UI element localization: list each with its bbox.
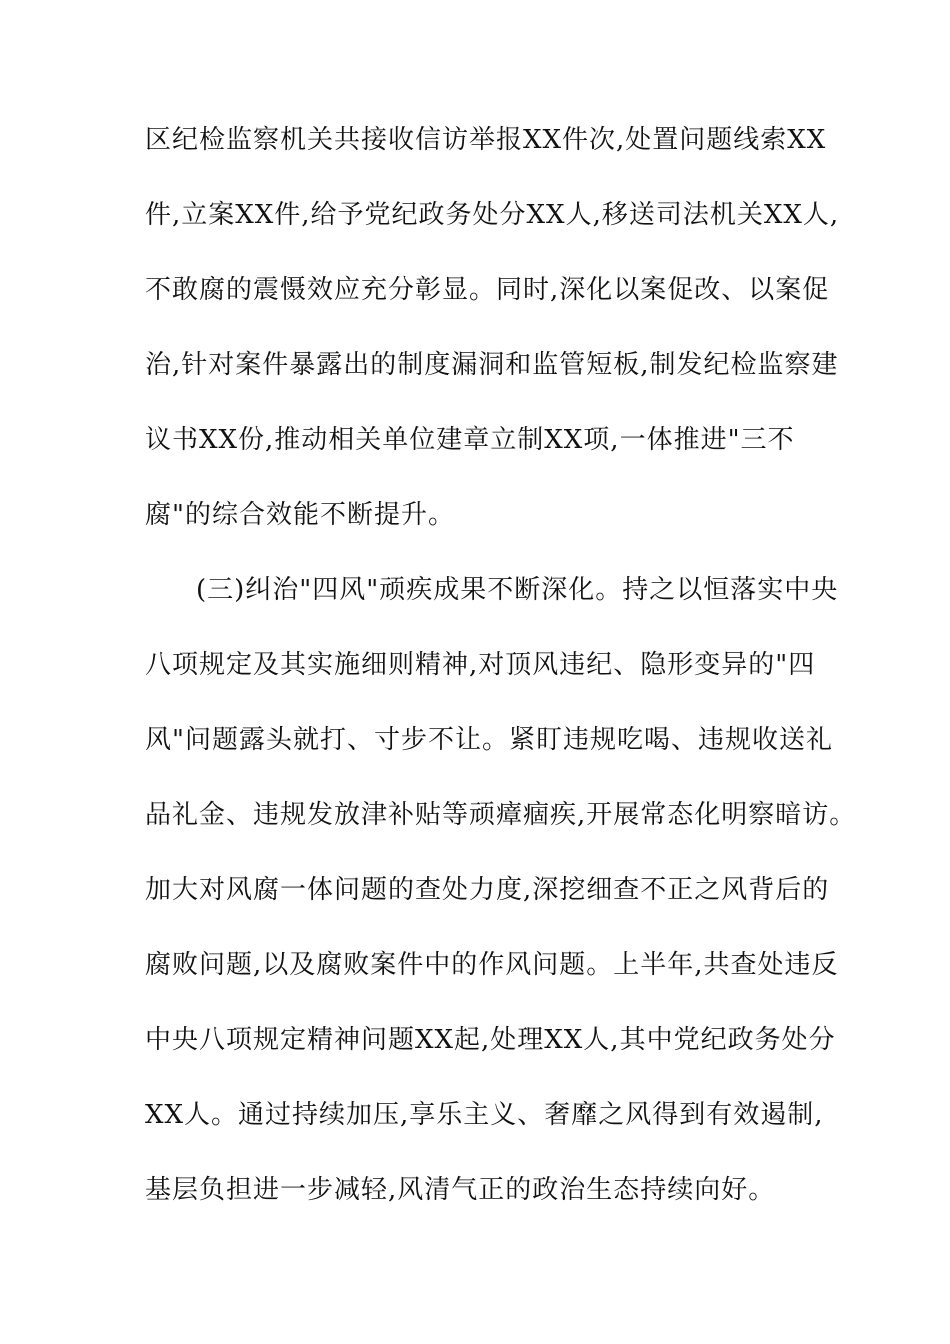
text-line: XX人。通过持续加压,享乐主义、奢靡之风得到有效遏制, xyxy=(145,1100,824,1130)
text-line: 议书XX份,推动相关单位建章立制XX项,一体推进"三不 xyxy=(145,425,795,455)
text-line: 品礼金、违规发放津补贴等顽瘴痼疾,开展常态化明察暗访。 xyxy=(145,800,857,830)
text-line: 加大对风腐一体问题的查处力度,深挖细查不正之风背后的 xyxy=(145,875,830,905)
text-line: 腐"的综合效能不断提升。 xyxy=(145,500,455,530)
text-line: 区纪检监察机关共接收信访举报XX件次,处置问题线索XX xyxy=(145,125,827,155)
text-line: 治,针对案件暴露出的制度漏洞和监管短板,制发纪检监察建 xyxy=(145,350,839,380)
text-line: 件,立案XX件,给予党纪政务处分XX人,移送司法机关XX人, xyxy=(145,200,840,230)
text-line: 不敢腐的震慑效应充分彰显。同时,深化以案促改、以案促 xyxy=(145,275,830,305)
text-line: 基层负担进一步减轻,风清气正的政治生态持续向好。 xyxy=(145,1175,776,1205)
text-line: 中央八项规定精神问题XX起,处理XX人,其中党纪政务处分 xyxy=(145,1025,836,1055)
text-line: 八项规定及其实施细则精神,对顶风违纪、隐形变异的"四 xyxy=(145,650,816,680)
text-line: 风"问题露头就打、寸步不让。紧盯违规吃喝、违规收送礼 xyxy=(145,725,833,755)
text-line: 腐败问题,以及腐败案件中的作风问题。上半年,共查处违反 xyxy=(145,950,839,980)
section-heading-line: (三)纠治"四风"顽疾成果不断深化。持之以恒落实中央 xyxy=(196,575,839,605)
